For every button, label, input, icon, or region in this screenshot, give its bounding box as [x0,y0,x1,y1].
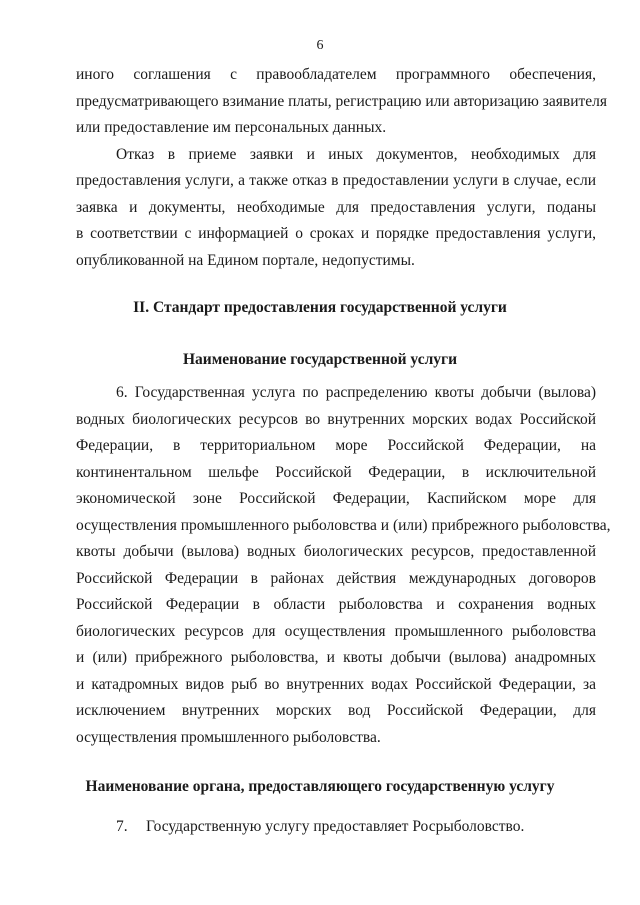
text-line: предусматривающего взимание платы, регистрацию или авторизацию заявителя [76,92,608,110]
subheading-service-name: Наименование государственной услуги [183,351,457,368]
text-line: осуществления промышленного рыболовства. [76,728,381,746]
text-line: осуществления промышленного рыболовства и (или) прибрежного рыболовства, [76,516,611,534]
text-line: водных биологических ресурсов во внутренних морских водах Российской [76,410,596,428]
text-line: и (или) прибрежного рыболовства, и квоты добычи (вылова) анадромных [76,649,596,666]
text-line: Российской Федерации в районах действия международных договоров [76,569,596,587]
subheading-provider-agency: Наименование органа, предоставляющего государственную услугу [85,778,555,795]
text-line: опубликованной на Едином портале, недопустимы. [76,251,415,269]
text-line: экономической зоне Российской Федерации, Каспийском море для [76,490,596,507]
body-text-block [76,62,608,274]
paragraph-6 [76,380,611,751]
text-line: биологических ресурсов для осуществления промышленного рыболовства [76,622,596,640]
item-text: Государственную услугу предоставляет Росрыболовство. [146,818,525,835]
text-line: Федерации, в территориальном море Российской Федерации, на [76,437,596,454]
text-line: заявка и документы, необходимые для предоставления услуги, поданы [76,198,596,216]
text-line: и катадромных видов рыб во внутренних водах Российской Федерации, за [76,675,596,693]
text-line: или предоставление им персональных данных. [76,119,387,136]
text-line: иного соглашения с правообладателем программного обеспечения, [76,66,596,83]
text-line: Российской Федерации в области рыболовства и сохранения водных [76,596,596,613]
text-line: 6. Государственная услуга по распределению квоты добычи (вылова) [116,384,596,401]
paragraph-refusal [76,142,596,275]
text-line: квоты добычи (вылова) водных биологических ресурсов, предоставленной [76,543,596,560]
text-line: Отказ в приеме заявки и иных документов, необходимых для [116,145,596,163]
text-line: исключением внутренних морских вод Российской Федерации, для [76,702,596,719]
text-line: предоставления услуги, а также отказ в предоставлении услуги в случае, если [76,172,596,189]
item-number: 7. [116,818,128,835]
paragraph-7 [116,818,524,836]
text-line: континентальном шельфе Российской Федерации, в исключительной [76,463,596,481]
paragraph-continuation [76,62,608,142]
page-number: 6 [316,38,324,53]
section-heading: II. Стандарт предоставления государственной услуги [133,299,507,316]
text-line: в соответствии с информацией о сроках и порядке предоставления услуги, [76,225,596,242]
